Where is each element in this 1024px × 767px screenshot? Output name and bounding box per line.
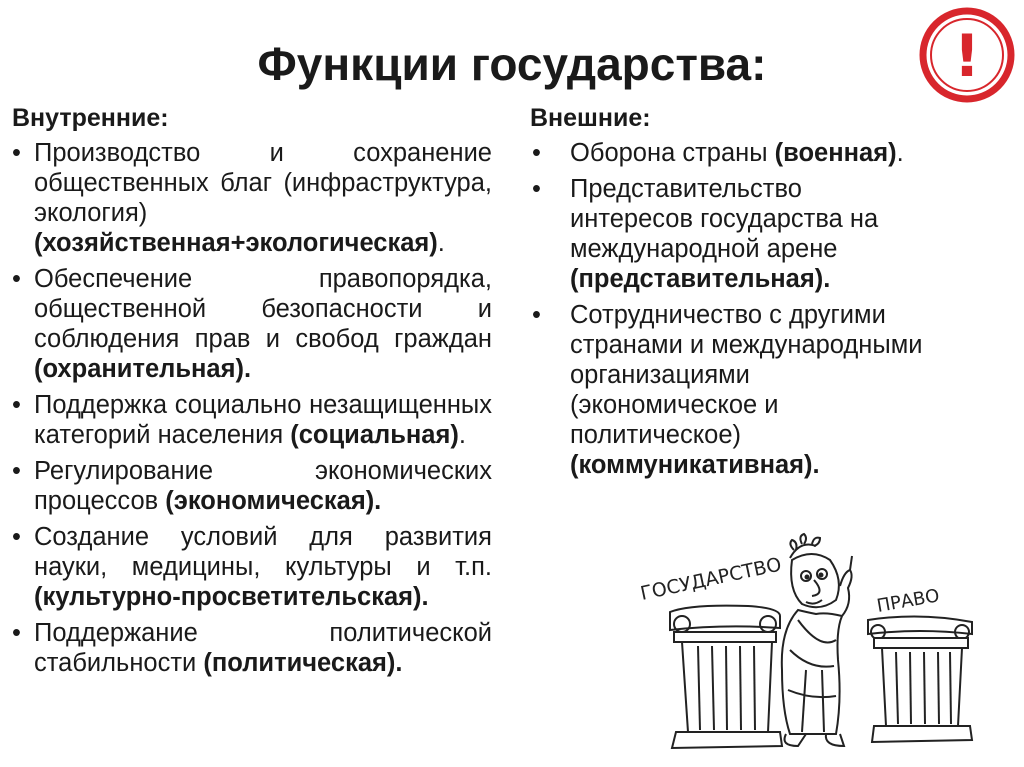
list-item: [530, 300, 930, 480]
bullet-icon: •: [12, 391, 21, 419]
list-item: [12, 390, 492, 450]
item-function: (представительная).: [570, 265, 831, 293]
external-heading: Внешние:: [530, 104, 651, 132]
list-item: [12, 456, 492, 516]
law-column-icon: [868, 616, 972, 742]
exclamation-warning-icon: [918, 6, 1016, 104]
item-function: (социальная): [290, 421, 459, 449]
item-text: Сотрудничество с другими странами и международными организациями (экономическое и политическое): [570, 301, 923, 449]
internal-functions-column: [12, 102, 492, 684]
item-text: Оборона страны: [570, 139, 775, 167]
bullet-icon: •: [12, 619, 21, 647]
item-text: Регулирование экономических процессов: [34, 457, 492, 515]
list-item: [530, 174, 930, 294]
item-text: Создание условий для развития науки, медицины, культуры и т.п.: [34, 523, 492, 581]
bullet-icon: •: [12, 139, 21, 167]
external-list: [530, 138, 930, 480]
list-item: [12, 138, 492, 258]
list-item: [12, 264, 492, 384]
bullet-icon: •: [12, 265, 21, 293]
bullet-icon: •: [532, 175, 541, 203]
item-end: .: [896, 139, 904, 167]
item-text: Поддержание политической стабильности: [34, 619, 492, 677]
exclamation-mark: !: [953, 22, 981, 90]
item-function: (культурно-просветительская).: [34, 583, 429, 611]
item-text: Представительство интересов государства на международной арене: [570, 175, 879, 263]
bullet-icon: •: [532, 301, 541, 329]
illustration-label-left: ГОСУДАРСТВО: [638, 553, 784, 605]
item-function: (коммуникативная).: [570, 451, 820, 479]
list-item: [12, 618, 492, 678]
bullet-icon: •: [532, 139, 541, 167]
page-title: Функции государства:: [257, 38, 767, 90]
list-item: [12, 522, 492, 612]
item-function: (военная): [774, 139, 897, 167]
state-column-icon: [670, 606, 782, 748]
item-function: (политическая).: [203, 649, 403, 677]
external-functions-column: [530, 102, 930, 486]
internal-heading: Внутренние:: [12, 104, 169, 132]
bullet-icon: •: [12, 457, 21, 485]
item-text: Поддержка социально незащищенных категорий населения: [34, 391, 492, 449]
item-function: (экономическая).: [165, 487, 382, 515]
list-item: [530, 138, 930, 168]
thinker-figure-icon: [782, 534, 852, 746]
state-and-law-columns-illustration: [630, 520, 980, 760]
item-end: .: [458, 421, 466, 449]
item-text: Производство и сохранение общественных благ (инфраструктура, экология): [34, 139, 492, 227]
item-text: Обеспечение правопорядка, общественной безопасности и соблюдения прав и свобод граждан: [34, 265, 492, 353]
item-function: (хозяйственная+экологическая): [34, 229, 438, 257]
item-function: (охранительная).: [34, 355, 252, 383]
illustration-label-right: ПРАВО: [875, 585, 942, 617]
item-end: .: [437, 229, 445, 257]
internal-list: [12, 138, 492, 678]
bullet-icon: •: [12, 523, 21, 551]
